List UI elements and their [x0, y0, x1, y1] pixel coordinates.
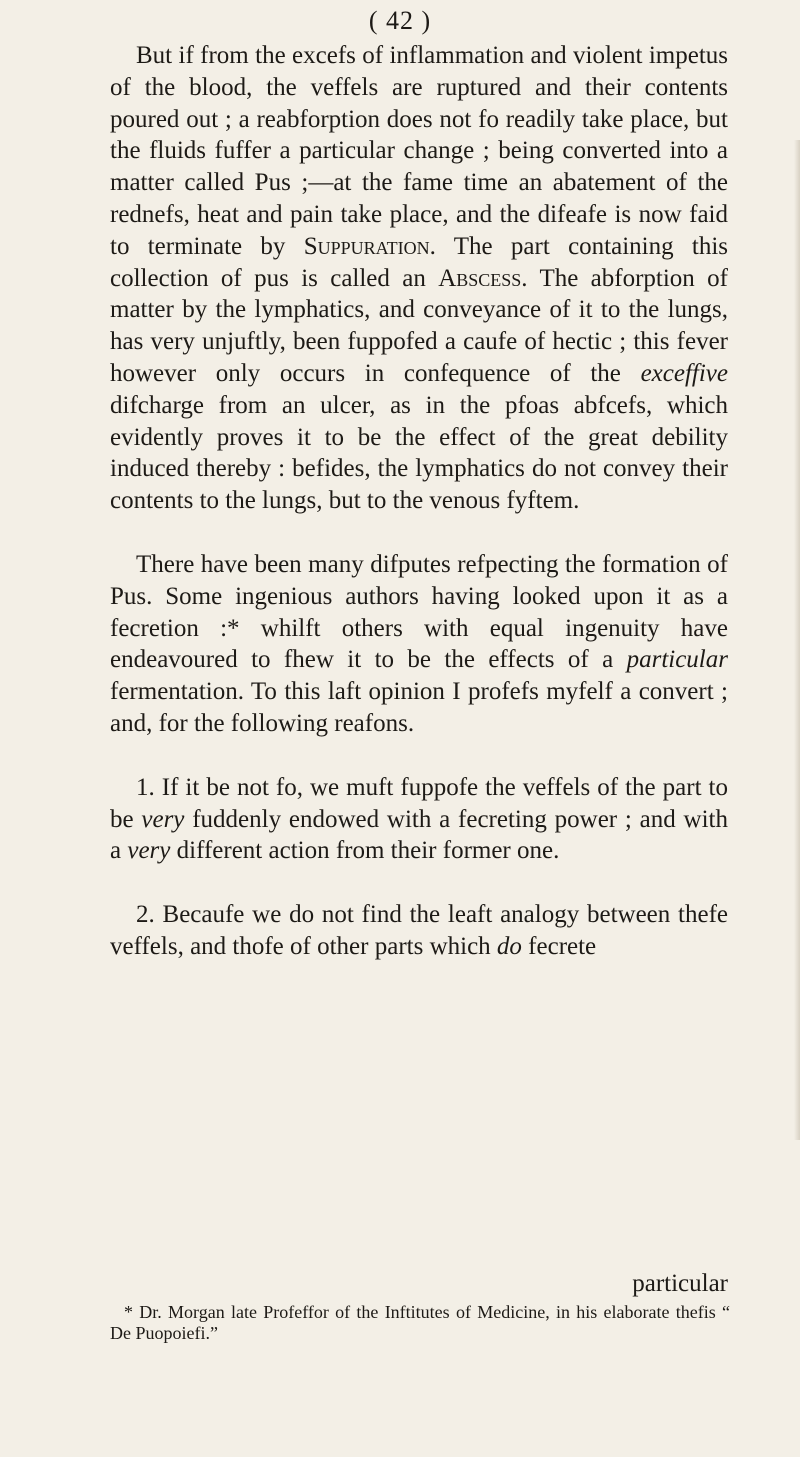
text-run: fecrete	[521, 932, 597, 960]
text-run: fermentation. To this laft opinion I profefs myfelf a convert ; and, for the following reafons.	[110, 678, 728, 737]
footnote-text: * Dr. Morgan late Profeffor of the Inftitutes of Medicine, in his elaborate thefis “ De Puopoiefi.”	[110, 1302, 730, 1343]
footnote	[110, 1302, 730, 1344]
emphasis-very: very	[127, 837, 171, 865]
emphasis-very: very	[141, 805, 185, 833]
text-run: different action from their former one.	[170, 837, 560, 865]
paragraph-1	[110, 40, 728, 517]
text-run: difcharge from an ulcer, as in the pfoas abfcefs, which evidently proves it to be the effect of the great debility induced thereby : befides, the lymphatics do not convey their contents to the lungs, but to the venous fyftem.	[110, 391, 728, 515]
text-run: fuddenly endowed with a fecreting power ; and with a	[110, 805, 728, 865]
term-abscess: Abscess	[438, 264, 522, 292]
emphasis-excessive: exceffive	[640, 359, 728, 387]
term-suppuration: Suppuration	[303, 232, 430, 260]
page-edge-shadow	[794, 140, 800, 1140]
text-run: . The part containing this collection of pus is called an	[110, 232, 729, 292]
text-run: There have been many difputes refpecting the formation of Pus. Some ingenious authors having looked upon it as a fecretion :* whilft others with equal ingenuity have endeavoured to fhew it to be the effects of a	[110, 550, 728, 674]
page-number: ( 42 )	[368, 6, 432, 35]
paragraph-2	[110, 549, 728, 740]
paragraph-3	[110, 772, 728, 867]
text-run: 1. If it be not fo, we muft fuppofe the veffels of the part to be	[110, 773, 728, 833]
emphasis-do: do	[496, 932, 522, 960]
paragraph-4	[110, 899, 728, 963]
catchword: particular	[632, 1270, 728, 1297]
emphasis-particular: particular	[626, 646, 728, 674]
text-run: . The abforption of matter by the lymphatics, and conveyance of it to the lungs, has very unjuftly, been fuppofed a caufe of hectic ; this fever however only occurs in confequence of the	[110, 264, 728, 387]
text-run: But if from the excefs of inflammation and violent impetus of the blood, the veffels are ruptured and their contents poured out ; a reabforption does not fo readily take place, but the fluids fuffer a particular change ; being converted into a matter called Pus ;—at the fame time an abatement of the rednefs, heat and pain take place, and the difeafe is now faid to terminate by	[110, 42, 728, 260]
text-run: 2. Becaufe we do not find the leaft analogy between thefe veffels, and thofe of other parts which	[110, 901, 728, 960]
body-text	[110, 40, 728, 963]
